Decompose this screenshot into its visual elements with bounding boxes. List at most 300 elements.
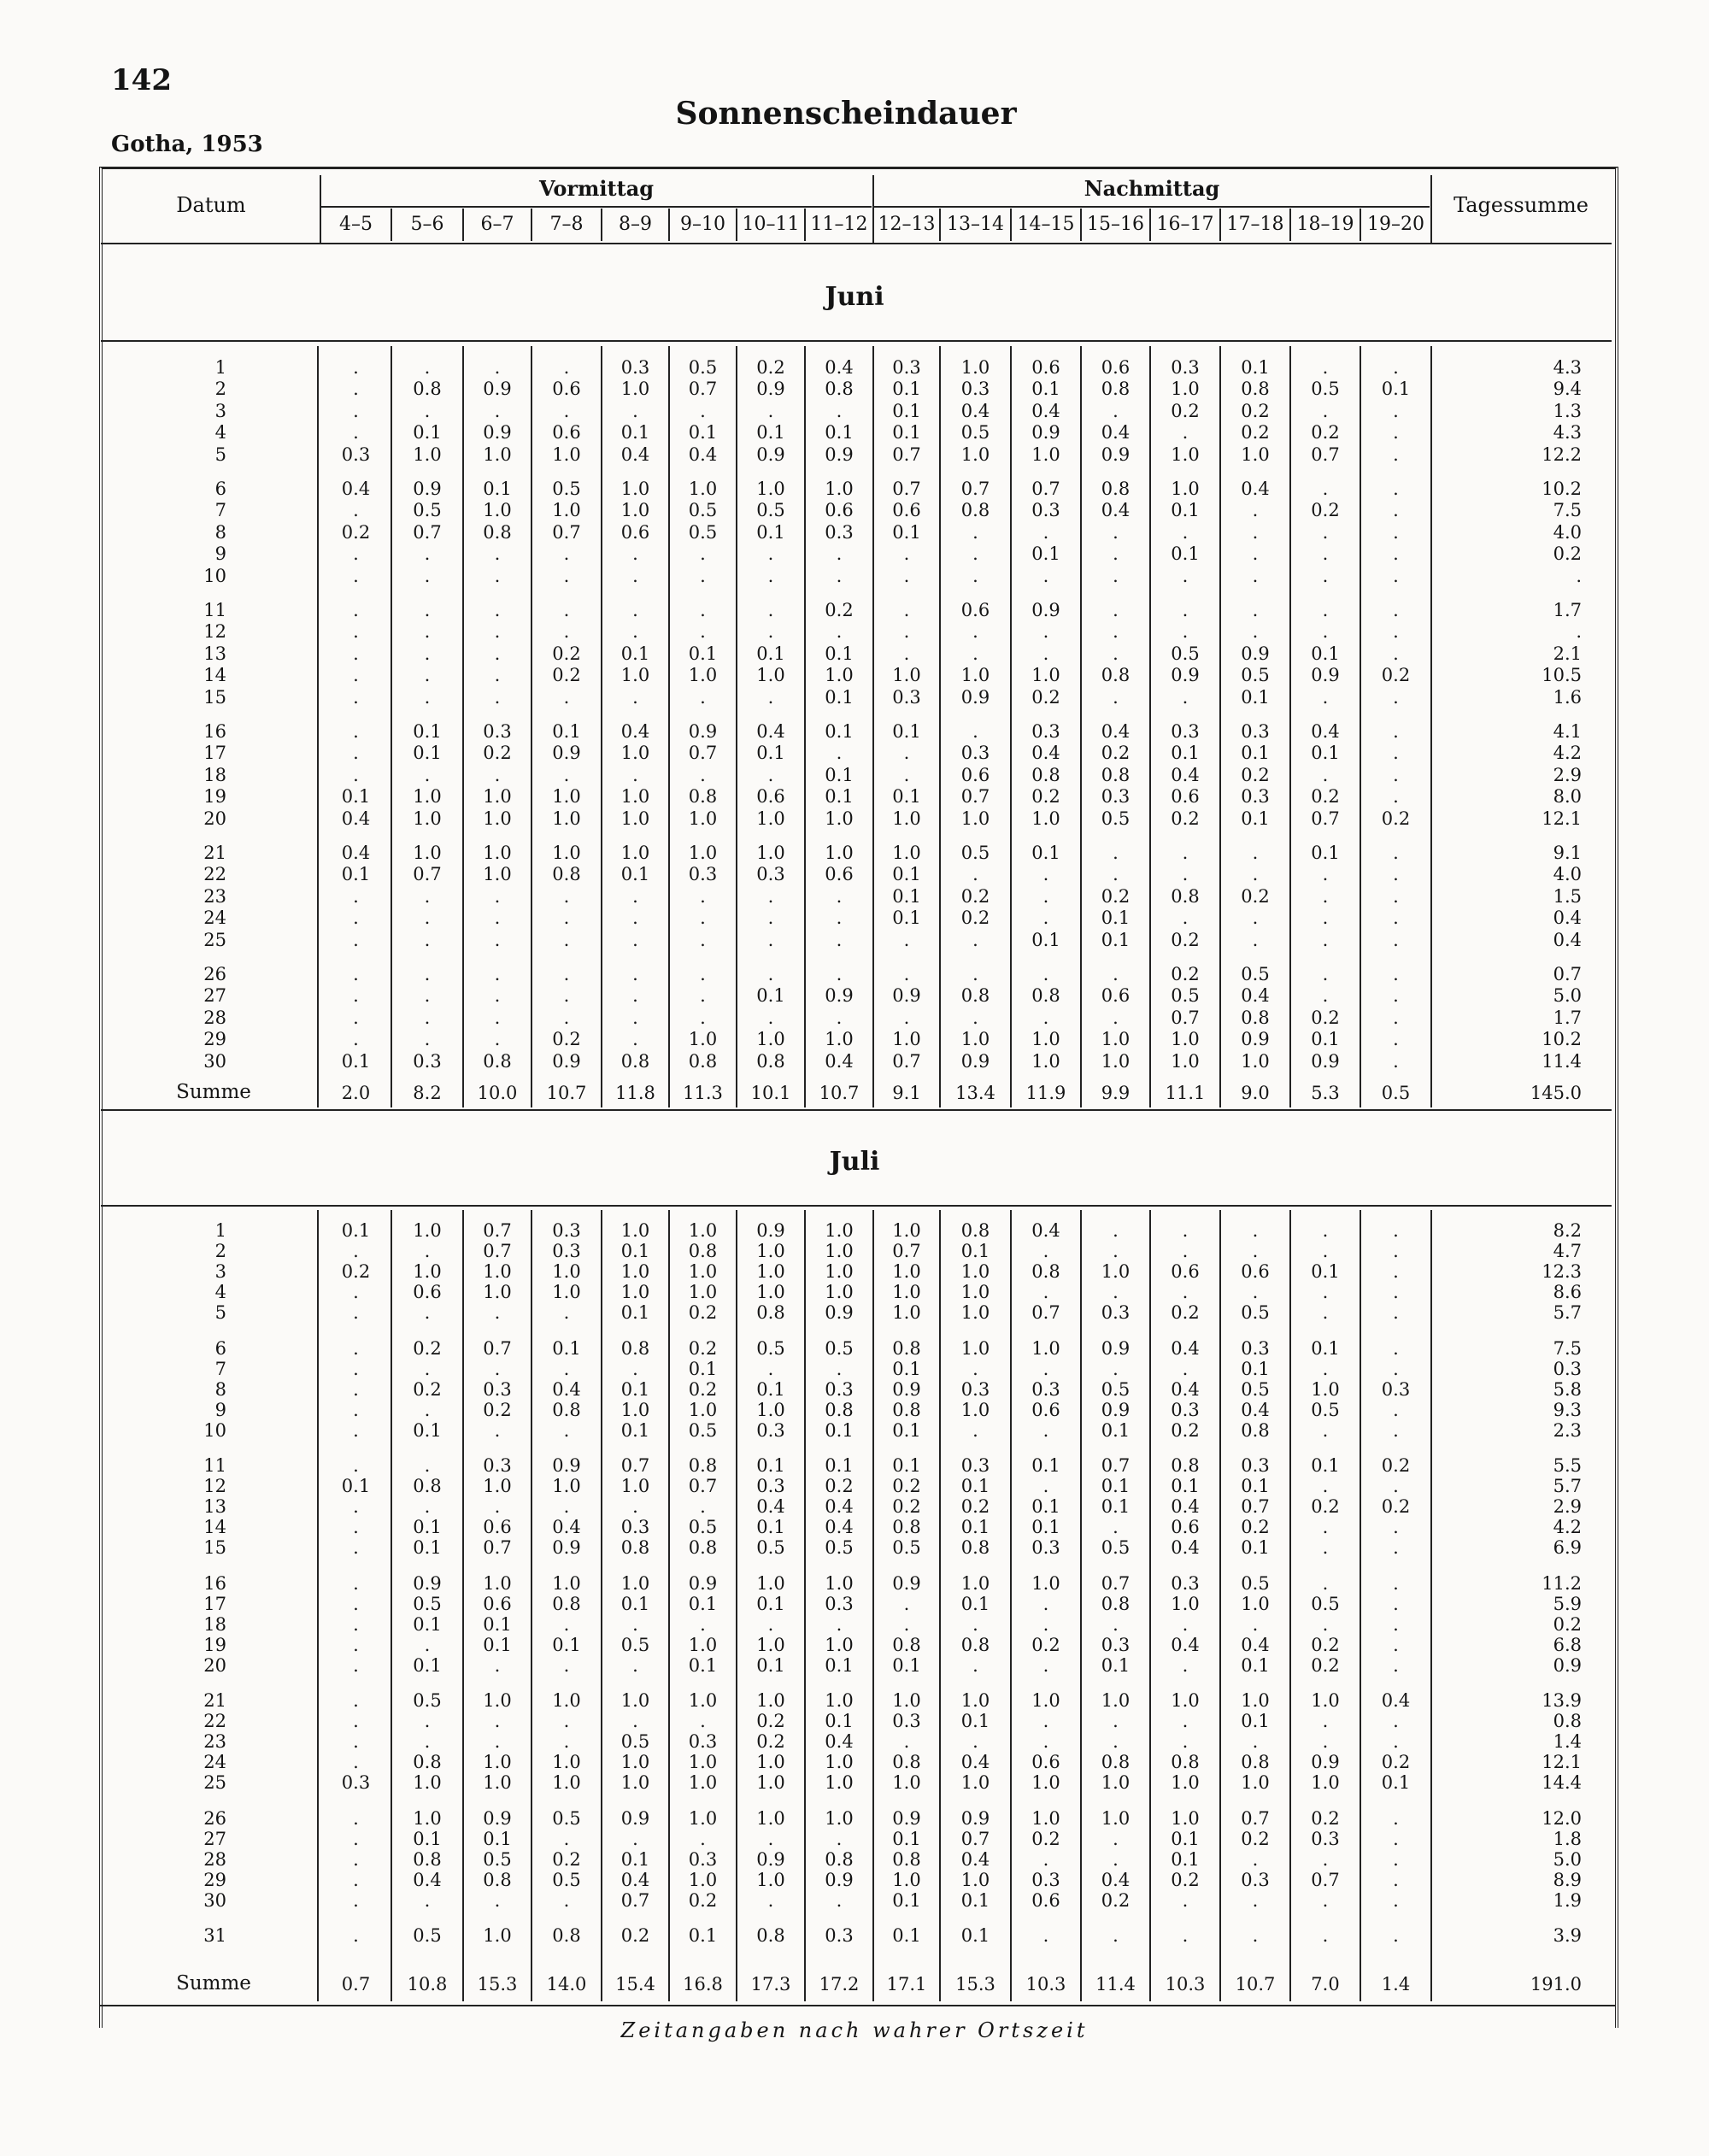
hour-value: . [632,686,638,708]
hour-value: . [632,885,638,907]
hour-value: 0.1 [341,864,371,885]
hour-value: 0.1 [1171,500,1200,521]
hour-value: 0.1 [960,1476,990,1497]
hour-value: 0.5 [1311,1399,1340,1420]
hour-value: 0.4 [1031,743,1060,764]
hour-value: 1.0 [552,1476,581,1497]
hour-value: . [836,565,843,586]
hour-value: . [972,929,978,950]
hour-value: 0.9 [413,479,442,499]
hour-value: 0.7 [620,1889,650,1911]
hour-value: . [700,764,706,785]
hour-value: . [1042,1282,1049,1303]
hour-value: . [424,1634,431,1655]
hour-value: 1.0 [620,1399,650,1420]
hour-value: . [353,357,359,378]
hour-value: . [424,1496,431,1518]
row-date: 15 [203,1537,226,1559]
hour-value: 0.8 [688,1455,718,1476]
header-hour: 4–5 [339,214,373,235]
hour-value: . [1393,786,1399,808]
hour-value: 0.8 [413,1848,442,1870]
hour-value: 0.1 [688,422,718,444]
row-date: 9 [214,1399,226,1420]
hour-value: . [1113,600,1119,620]
row-date: 14 [203,665,226,686]
hour-value: 0.6 [483,1517,512,1538]
sum-total: 191.0 [1530,1974,1582,1994]
row-total: 0.7 [1553,964,1582,984]
hour-value: 0.2 [1381,808,1411,829]
hour-value: . [1042,565,1049,586]
hour-value: . [1113,1007,1119,1028]
hour-value: . [353,1807,359,1829]
hour-value: 0.8 [483,1869,512,1890]
hour-value: . [563,1613,570,1635]
hour-value: . [563,1828,570,1849]
hour-value: . [494,985,501,1007]
row-date: 29 [203,1869,226,1890]
hour-value: . [353,1378,359,1400]
sum-value: 15.3 [477,1974,518,1994]
header-hour: 9–10 [680,214,725,235]
hour-value: 1.0 [1101,1690,1131,1711]
hour-value: 0.3 [688,864,718,885]
hour-value: . [1393,843,1399,863]
hour-value: 0.4 [825,357,854,378]
hour-value: . [700,686,706,708]
hour-value: 0.4 [1101,721,1131,742]
hour-value: . [1113,1828,1119,1849]
hour-value: 0.9 [960,686,990,708]
row-total: 2.3 [1553,1419,1582,1441]
hour-value: 0.1 [1311,1455,1340,1476]
hour-value: 0.8 [688,1050,718,1072]
hour-value: . [972,565,978,586]
hour-value: 0.3 [960,1455,990,1476]
hour-value: . [1182,600,1189,620]
hour-value: . [1322,543,1329,565]
hour-value: . [836,1613,843,1635]
hour-value: 0.5 [1101,808,1131,829]
hour-value: . [1322,1731,1329,1753]
row-date: 22 [203,864,226,885]
hour-value: 1.0 [688,1399,718,1420]
hour-value: . [767,1358,774,1379]
hour-value: 1.0 [1311,1378,1340,1400]
hour-value: . [1322,1517,1329,1538]
hour-value: 0.3 [1031,1869,1060,1890]
hour-value: 0.3 [1241,1337,1270,1359]
hour-value: . [494,1358,501,1379]
hour-value: . [1182,1925,1189,1946]
hour-value: . [767,1889,774,1911]
hour-value: . [632,565,638,586]
hour-value: . [1393,565,1399,586]
hour-value: 0.5 [688,500,718,521]
row-total: . [1576,621,1582,643]
hour-value: . [903,964,910,984]
hour-value: . [1393,1634,1399,1655]
hour-value: 0.1 [756,985,785,1007]
hour-value: 0.5 [892,1537,921,1559]
hour-value: . [1322,1925,1329,1946]
hour-value: 1.0 [552,786,581,808]
sum-value: 11.8 [615,1083,655,1103]
hour-value: 0.8 [688,786,718,808]
hour-value: 1.0 [483,864,512,885]
hour-value: . [563,621,570,643]
hour-value: 1.0 [413,1220,442,1241]
row-date: 10 [203,565,226,586]
hour-value: 0.4 [552,1517,581,1538]
hour-value: . [632,1828,638,1849]
hour-value: 0.6 [960,764,990,785]
hour-value: 0.1 [1311,1029,1340,1050]
hour-value: 0.9 [552,1537,581,1559]
hour-value: . [563,1007,570,1028]
sum-value: 10.7 [819,1083,860,1103]
hour-value: 0.6 [1031,357,1060,378]
hour-value: 1.0 [1171,1029,1200,1050]
sum-value: 11.3 [683,1083,723,1103]
hour-value: . [903,643,910,664]
hour-value: 0.9 [1171,665,1200,686]
hour-value: . [1322,686,1329,708]
hour-value: 1.0 [483,1282,512,1303]
sum-value: 15.3 [955,1974,995,1994]
header-bottom-rule [101,243,1612,244]
row-total: 10.2 [1542,479,1582,499]
hour-value: 0.3 [756,864,785,885]
hour-value: 0.3 [1031,500,1060,521]
hour-value: 0.1 [960,1925,990,1946]
hour-value: 0.1 [688,1358,718,1379]
hour-value: 1.0 [620,379,650,400]
hour-value: 0.6 [620,521,650,543]
sum-value: 9.9 [1101,1083,1131,1103]
hour-value: 1.0 [483,786,512,808]
row-date: 12 [203,621,226,643]
hour-value: . [1182,1711,1189,1732]
hour-value: 1.0 [825,1282,854,1303]
hour-value: 0.2 [1241,400,1270,421]
sum-value: 0.7 [341,1974,371,1994]
hour-value: 0.2 [1031,786,1060,808]
hour-value: 0.1 [756,1593,785,1614]
hour-value: . [903,1731,910,1753]
hour-value: 1.0 [1031,1337,1060,1359]
hour-value: . [1393,721,1399,742]
hour-value: 1.0 [620,743,650,764]
hour-value: . [836,1828,843,1849]
hour-value: 0.1 [1101,1496,1131,1518]
hour-value: 0.1 [756,1517,785,1538]
hour-value: 0.4 [341,479,371,499]
hour-value: 0.1 [1031,929,1060,950]
row-total: 8.6 [1553,1282,1582,1303]
row-date: 17 [203,743,226,764]
hour-value: . [424,885,431,907]
hour-value: . [353,1828,359,1849]
row-date: 1 [214,1220,226,1241]
hour-value: . [1182,521,1189,543]
header-hour: 13–14 [947,214,1004,235]
hour-value: 0.4 [1171,764,1200,785]
row-total: 0.8 [1553,1711,1582,1732]
hour-value: 1.0 [756,1572,785,1594]
hour-value: 0.8 [552,1593,581,1614]
row-date: 20 [203,1654,226,1676]
hour-value: 0.2 [413,1337,442,1359]
hour-value: 0.6 [483,1593,512,1614]
hour-value: . [424,1455,431,1476]
hour-value: 1.0 [620,808,650,829]
hour-value: 1.0 [688,479,718,499]
hour-value: 0.1 [1031,1517,1060,1538]
hour-value: . [1252,1848,1259,1870]
row-date: 9 [214,543,226,565]
hour-value: . [353,1399,359,1420]
month-title: Juli [829,1147,880,1177]
hour-value: . [1393,1848,1399,1870]
row-total: 1.5 [1553,885,1582,907]
hour-value: 0.8 [1101,665,1131,686]
hour-value: 0.4 [825,1496,854,1518]
sum-value: 10.7 [546,1083,587,1103]
hour-value: . [424,621,431,643]
hour-value: 1.0 [483,1752,512,1773]
hour-value: . [1393,600,1399,620]
hour-value: . [767,764,774,785]
hour-value: . [1322,357,1329,378]
hour-value: . [353,1572,359,1594]
hour-value: . [1322,1302,1329,1324]
hour-value: . [1393,422,1399,444]
column-rule [317,346,319,1107]
hour-value: 1.0 [1311,1690,1340,1711]
hour-value: . [1393,985,1399,1007]
hour-value: . [424,964,431,984]
hour-value: . [494,1029,501,1050]
hour-value: . [494,1419,501,1441]
hour-value: . [1393,1007,1399,1028]
hour-value: . [353,1419,359,1441]
hour-value: 0.5 [756,1337,785,1359]
hour-value: . [632,985,638,1007]
hour-value: . [1252,1613,1259,1635]
hour-value: . [1113,1731,1119,1753]
hour-value: . [1393,1537,1399,1559]
hour-value: . [903,1613,910,1635]
hour-value: 0.1 [892,400,921,421]
hour-value: . [1042,521,1049,543]
hour-value: 0.4 [825,1050,854,1072]
hour-value: . [353,985,359,1007]
hour-value: 0.9 [1101,1337,1131,1359]
hour-value: . [1322,1282,1329,1303]
hour-value: 0.4 [1101,1869,1131,1890]
hour-value: 0.7 [892,444,921,465]
hour-value: . [424,1302,431,1324]
hour-value: 0.2 [483,1399,512,1420]
hour-value: . [563,686,570,708]
hour-value: . [1113,1282,1119,1303]
hour-value: 0.3 [1241,786,1270,808]
hour-value: 1.0 [960,1029,990,1050]
hour-value: 0.1 [1031,843,1060,863]
hour-value: 0.7 [1101,1455,1131,1476]
hour-value: 0.8 [552,864,581,885]
hour-value: 0.8 [620,1050,650,1072]
hour-value: 0.6 [825,864,854,885]
hour-value: 0.8 [620,1537,650,1559]
hour-value: 1.0 [756,1752,785,1773]
hour-value: . [632,1358,638,1379]
hour-value: . [700,964,706,984]
hour-value: . [1113,1613,1119,1635]
hour-value: 0.6 [1171,1261,1200,1283]
hour-value: . [836,885,843,907]
hour-value: 0.3 [688,1848,718,1870]
hour-value: 0.4 [620,721,650,742]
row-total: 5.0 [1553,985,1582,1007]
hour-value: 1.0 [892,1029,921,1050]
hour-value: 0.4 [1241,479,1270,499]
hour-value: 0.8 [1101,1752,1131,1773]
hour-value: . [632,929,638,950]
hour-value: 1.0 [756,479,785,499]
hour-value: 1.0 [756,1634,785,1655]
hour-value: . [1182,1358,1189,1379]
hour-value: 0.5 [960,422,990,444]
row-total: 1.9 [1553,1889,1582,1911]
row-date: 8 [214,1378,226,1400]
hour-value: 0.4 [1101,500,1131,521]
hour-value: . [836,543,843,565]
hour-value: . [353,1752,359,1773]
hour-value: 1.0 [756,1241,785,1262]
hour-value: 1.0 [825,1220,854,1241]
hour-value: 0.1 [1241,808,1270,829]
hour-value: . [1252,1731,1259,1753]
hour-value: 0.1 [413,1828,442,1849]
hour-value: 0.1 [1171,543,1200,565]
sum-value: 5.3 [1311,1083,1340,1103]
sum-total: 145.0 [1530,1083,1582,1103]
hour-value: . [1042,964,1049,984]
hour-value: . [1042,1711,1049,1732]
hour-value: 0.1 [892,422,921,444]
hour-value: 0.6 [825,500,854,521]
hour-value: . [1182,1613,1189,1635]
hour-value: . [563,929,570,950]
hour-value: . [353,1711,359,1732]
row-date: 19 [203,1634,226,1655]
hour-value: . [1393,929,1399,950]
hour-value: . [972,1613,978,1635]
hour-value: 1.0 [620,665,650,686]
hour-value: 1.0 [825,665,854,686]
row-total: 5.5 [1553,1455,1582,1476]
hour-value: . [1393,1476,1399,1497]
row-total: 8.0 [1553,786,1582,808]
hour-value: 0.2 [341,1261,371,1283]
hour-value: 1.0 [960,357,990,378]
header-hour: 6–7 [480,214,514,235]
hour-value: 1.0 [960,665,990,686]
hour-value: 0.5 [552,1869,581,1890]
hour-value: . [700,1496,706,1518]
hour-value: 1.0 [960,1572,990,1594]
hour-value: 1.0 [552,1261,581,1283]
hour-value: 0.1 [1031,379,1060,400]
hour-value: . [903,565,910,586]
hour-value: 0.3 [1031,1537,1060,1559]
hour-value: 0.1 [756,1378,785,1400]
hour-value: . [767,885,774,907]
hour-value: 1.0 [756,1772,785,1794]
hour-value: 0.2 [1171,929,1200,950]
hour-value: . [700,1711,706,1732]
hour-value: 0.6 [1241,1261,1270,1283]
hour-value: 1.0 [552,1772,581,1794]
row-date: 21 [203,843,226,863]
hour-value: 0.9 [483,422,512,444]
hour-value: . [563,1889,570,1911]
row-date: 26 [203,1807,226,1829]
hour-value: 0.9 [483,1807,512,1829]
hour-value: 0.6 [1171,1517,1200,1538]
hour-value: . [353,764,359,785]
hour-value: . [1322,1889,1329,1911]
hour-value: 0.3 [1241,1869,1270,1890]
hour-value: 0.5 [688,1419,718,1441]
hour-value: 0.3 [483,721,512,742]
hour-value: . [1113,565,1119,586]
row-total: 5.8 [1553,1378,1582,1400]
hour-value: 0.1 [688,1593,718,1614]
row-total: 1.7 [1553,1007,1582,1028]
hour-value: 1.0 [1101,1261,1131,1283]
row-total: 8.9 [1553,1869,1582,1890]
hour-value: . [1322,1358,1329,1379]
hour-value: 1.0 [620,1261,650,1283]
sum-value: 17.3 [750,1974,791,1994]
hour-value: . [1042,1419,1049,1441]
hour-value: . [700,1007,706,1028]
hour-value: 0.1 [620,1593,650,1614]
hour-value: . [424,357,431,378]
hour-value: 1.0 [960,1337,990,1359]
hour-value: . [1113,521,1119,543]
row-total: 4.0 [1553,521,1582,543]
row-date: 4 [214,422,226,444]
hour-value: 0.6 [552,379,581,400]
row-date: 29 [203,1029,226,1050]
hour-value: . [1042,885,1049,907]
hour-value: 1.0 [892,1261,921,1283]
hour-value: . [424,565,431,586]
hour-value: . [1042,621,1049,643]
header-hour: 10–11 [742,214,800,235]
hour-value: . [1113,1220,1119,1241]
sum-value: 1.4 [1381,1974,1411,1994]
hour-value: 0.1 [483,1634,512,1655]
hour-value: 0.1 [552,1634,581,1655]
hour-value: 0.8 [825,1399,854,1420]
hour-value: . [1322,985,1329,1007]
